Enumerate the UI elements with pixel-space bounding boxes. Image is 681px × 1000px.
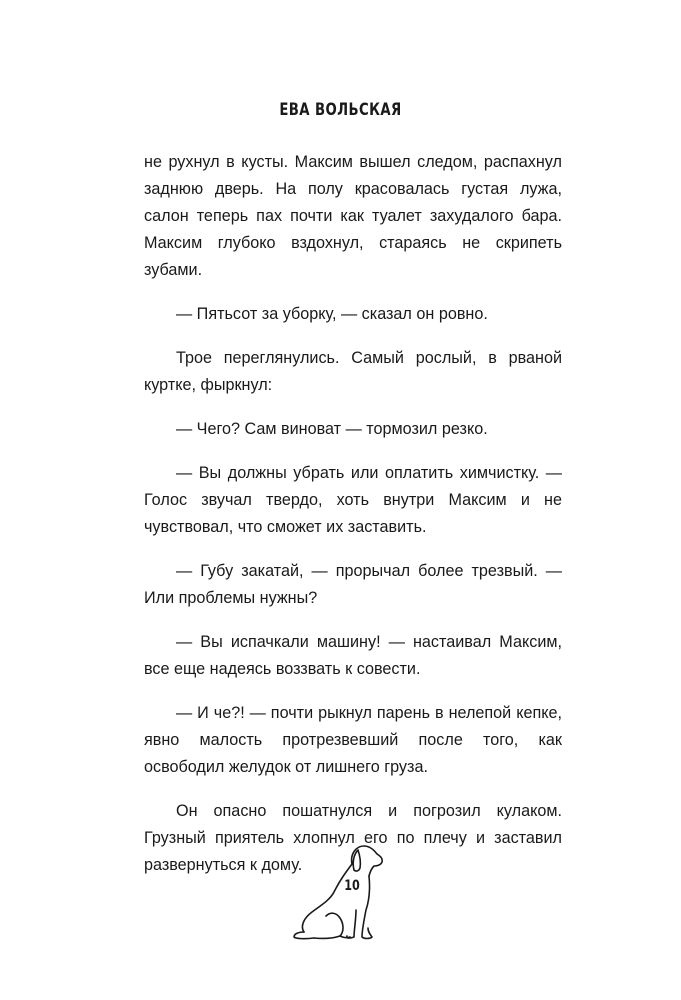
- paragraph: — Вы должны убрать или оплатить химчистку. — Голос звучал твердо, хоть внутри Максим и не чувствовал, что сможет их заставить.: [144, 464, 562, 536]
- paragraph: Он опасно пошатнулся и погрозил кулаком. Грузный приятель хлопнул его по плечу и заставил развернуться к дому.: [144, 802, 562, 874]
- paragraph: Трое переглянулись. Самый рослый, в рваной куртке, фыркнул:: [144, 349, 562, 394]
- paragraph: — Вы испачкали машину! — настаивал Максим, все еще надеясь воззвать к совести.: [144, 633, 562, 678]
- body-text: [144, 149, 562, 896]
- paragraph: — Чего? Сам виноват — тормозил резко.: [176, 420, 488, 438]
- running-head-author: ЕВА ВОЛЬСКАЯ: [279, 100, 402, 120]
- paragraph: не рухнул в кусты. Максим вышел следом, распахнул заднюю дверь. На полу красовалась густая лужа, салон теперь пах почти как туалет захудалого бара. Максим глубоко вздохнул, стараясь не скрипеть зубами.: [144, 153, 562, 279]
- paragraph: — Губу закатай, — прорычал более трезвый. — Или проблемы нужны?: [144, 562, 562, 607]
- paragraph: — Пятьсот за уборку, — сказал он ровно.: [176, 305, 488, 323]
- dog-icon: [290, 840, 390, 945]
- page-number: 10: [344, 878, 360, 894]
- paragraph: — И че?! — почти рыкнул парень в нелепой кепке, явно малость протрезвевший после того, как освободил желудок от лишнего груза.: [144, 704, 562, 776]
